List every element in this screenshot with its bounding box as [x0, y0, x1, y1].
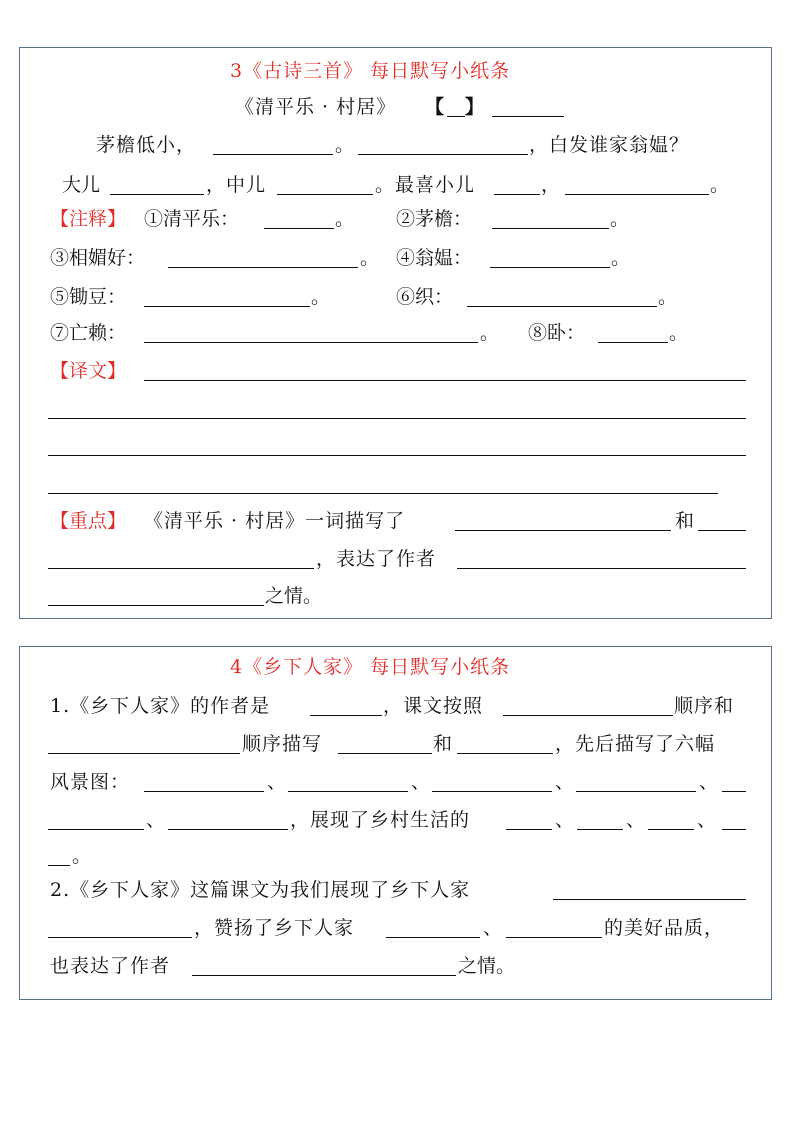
q1-g: 风景图：: [50, 771, 131, 793]
q1-dun-6: 、: [555, 809, 575, 831]
q2-blank-3[interactable]: [386, 937, 480, 938]
q1-blank-pic-4[interactable]: [576, 791, 696, 792]
q1-end: 。: [72, 845, 92, 867]
translation-blank-2[interactable]: [48, 418, 746, 419]
q1-blank-pic-1[interactable]: [144, 791, 264, 792]
q2-b: ，赞扬了乡下人家: [194, 917, 355, 939]
note-5-label: ⑤锄豆：: [50, 286, 127, 308]
key-blank-3[interactable]: [48, 568, 314, 569]
card1-title: 3《古诗三首》 每日默写小纸条: [230, 60, 511, 82]
notes-row-2: [20, 243, 771, 273]
q1-row-5: [20, 841, 771, 871]
q1-row-1: [20, 691, 771, 721]
translation-line-3: [20, 431, 771, 461]
q1-f: ，先后描写了六幅: [555, 733, 716, 755]
poem-line1-a: 茅檐低小，: [96, 134, 197, 156]
q1-d: 顺序描写: [242, 733, 323, 755]
poem-line2-blank-1[interactable]: [110, 194, 204, 195]
note-3-end: 。: [360, 247, 380, 269]
q1-blank-pic-3[interactable]: [432, 791, 552, 792]
note-7-end: 。: [480, 322, 500, 344]
q2-blank-2[interactable]: [48, 937, 192, 938]
q1-dun-3: 、: [555, 771, 575, 793]
q1-dun-4: 、: [699, 771, 719, 793]
q1-blank-pic-5b[interactable]: [48, 829, 144, 830]
q2-row-3: [20, 951, 771, 981]
card1-title-row: [20, 56, 771, 86]
q1-blank-scene-b[interactable]: [457, 753, 553, 754]
notes-row-1: [20, 204, 771, 234]
translation-line-2: [20, 394, 771, 424]
note-6-blank[interactable]: [467, 306, 657, 307]
q2-e: 之情。: [458, 955, 516, 977]
note-4-blank[interactable]: [490, 267, 610, 268]
q1-a: 1.《乡下人家》的作者是: [50, 695, 271, 717]
q1-blank-life-4a[interactable]: [722, 829, 746, 830]
q1-blank-life-2[interactable]: [577, 829, 623, 830]
poem-title-row: [20, 92, 771, 122]
q1-blank-pic-5a[interactable]: [722, 791, 746, 792]
q1-dun-5: 、: [146, 809, 166, 831]
poem-line-1: [20, 130, 771, 160]
q2-d: 也表达了作者: [50, 955, 171, 977]
bracket-close: 】: [465, 96, 485, 118]
key-blank-2[interactable]: [698, 530, 746, 531]
translation-blank-4[interactable]: [48, 493, 718, 494]
q2-blank-1[interactable]: [553, 899, 746, 900]
q1-blank-pic-2[interactable]: [288, 791, 408, 792]
key-a: 《清平乐 · 村居》一词描写了: [144, 510, 406, 532]
card2-title-row: [20, 652, 771, 682]
q1-blank-order-1[interactable]: [503, 715, 673, 716]
q2-row-1: [20, 875, 771, 905]
q2-row-2: [20, 913, 771, 943]
dictation-card-2: [19, 646, 772, 1000]
q1-row-3: [20, 767, 771, 797]
note-7-blank[interactable]: [144, 342, 478, 343]
key-blank-5[interactable]: [48, 605, 264, 606]
key-row-1: [20, 506, 771, 536]
note-2-label: ②茅檐：: [396, 208, 473, 230]
q1-blank-life-3[interactable]: [648, 829, 694, 830]
note-2-blank[interactable]: [492, 228, 609, 229]
bracket-open: 【: [425, 96, 445, 118]
poem-line2-b: ，中儿: [206, 174, 267, 196]
card2-title: 4《乡下人家》 每日默写小纸条: [230, 656, 511, 678]
q1-dun-7: 、: [626, 809, 646, 831]
q1-blank-life-4b[interactable]: [48, 865, 70, 866]
note-8-label: ⑧卧：: [528, 322, 586, 344]
note-6-end: 。: [658, 286, 678, 308]
poem-line2-d: ，: [541, 174, 561, 196]
poem-line2-blank-3[interactable]: [494, 194, 540, 195]
poem-line1-b: ，白发谁家翁媪？: [529, 134, 690, 156]
q1-dun-8: 、: [697, 809, 717, 831]
dynasty-blank[interactable]: [492, 116, 564, 117]
poem-line1-dot: 。: [335, 134, 355, 156]
q1-h: ，展现了乡村生活的: [290, 809, 471, 831]
translation-line-4: [20, 469, 771, 499]
translation-row: [20, 356, 771, 386]
q2-c: 的美好品质，: [604, 917, 725, 939]
q1-dun-2: 、: [411, 771, 431, 793]
q1-blank-order-2[interactable]: [48, 753, 240, 754]
poem-title: 《清平乐 · 村居》: [235, 96, 397, 118]
note-8-end: 。: [669, 322, 689, 344]
key-label: 【重点】: [50, 510, 127, 532]
q1-c: 顺序和: [674, 695, 735, 717]
key-row-3: [20, 581, 771, 611]
notes-label: 【注释】: [50, 208, 127, 230]
translation-blank-1[interactable]: [144, 380, 746, 381]
poem-line2-blank-2[interactable]: [277, 194, 373, 195]
key-blank-4[interactable]: [457, 568, 746, 569]
note-8-blank[interactable]: [598, 342, 668, 343]
translation-blank-3[interactable]: [48, 455, 746, 456]
note-5-blank[interactable]: [144, 306, 310, 307]
key-c: 之情。: [265, 585, 323, 607]
q2-a: 2.《乡下人家》这篇课文为我们展现了乡下人家: [50, 879, 471, 901]
q1-e: 和: [433, 733, 453, 755]
q2-dun: 、: [483, 917, 503, 939]
q1-dun-1: 、: [267, 771, 287, 793]
q1-row-4: [20, 805, 771, 835]
author-blank[interactable]: [447, 96, 465, 117]
translation-label: 【译文】: [50, 360, 127, 382]
note-2-end: 。: [610, 208, 630, 230]
poem-line1-blank-1[interactable]: [213, 154, 333, 155]
poem-line2-a: 大儿: [62, 174, 101, 196]
q2-blank-4[interactable]: [506, 937, 602, 938]
q2-blank-5[interactable]: [192, 975, 456, 976]
key-he: 和: [675, 510, 695, 532]
note-5-end: 。: [311, 286, 331, 308]
note-4-end: 。: [611, 247, 631, 269]
note-3-blank[interactable]: [168, 267, 358, 268]
key-blank-1[interactable]: [455, 530, 671, 531]
notes-row-3: [20, 282, 771, 312]
note-1-label: ①清平乐：: [144, 208, 240, 230]
note-4-label: ④翁媪：: [396, 247, 473, 269]
notes-row-4: [20, 318, 771, 348]
dictation-card-1: [19, 47, 772, 619]
q1-blank-life-1[interactable]: [506, 829, 552, 830]
q1-blank-scene-a[interactable]: [338, 753, 432, 754]
key-b: ，表达了作者: [316, 548, 437, 570]
note-3-label: ③相媚好：: [50, 247, 146, 269]
poem-line2-blank-4[interactable]: [565, 194, 709, 195]
q1-row-2: [20, 729, 771, 759]
note-7-label: ⑦亡赖：: [50, 322, 127, 344]
note-1-end: 。: [335, 208, 355, 230]
q1-blank-pic-6[interactable]: [168, 829, 288, 830]
poem-line-2: [20, 170, 771, 200]
poem-line2-e: 。: [710, 174, 730, 196]
note-6-label: ⑥织：: [396, 286, 454, 308]
note-1-blank[interactable]: [264, 228, 334, 229]
poem-line2-c: 。最喜小儿: [375, 174, 476, 196]
q1-blank-author[interactable]: [310, 715, 382, 716]
key-row-2: [20, 544, 771, 574]
poem-line1-blank-2[interactable]: [358, 154, 528, 155]
q1-b: ，课文按照: [383, 695, 484, 717]
